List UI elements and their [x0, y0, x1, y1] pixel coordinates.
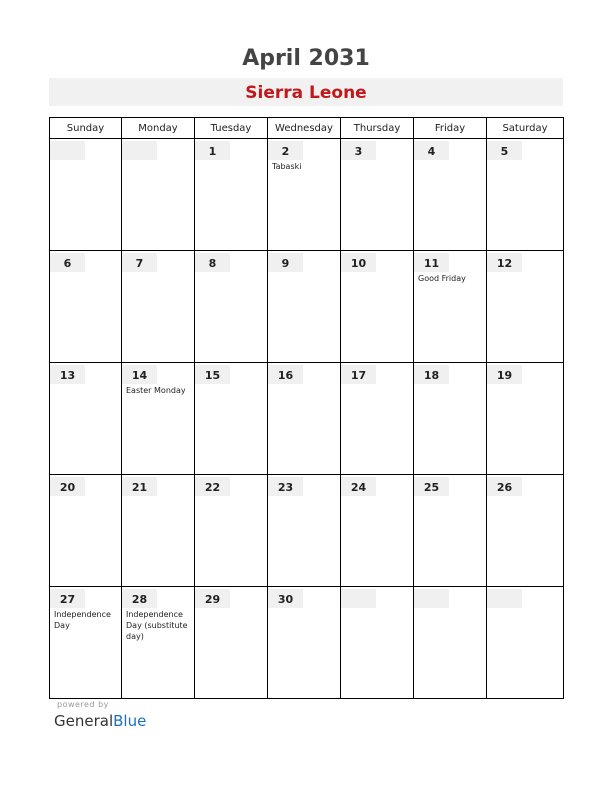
calendar-title: April 2031	[242, 46, 370, 71]
country-name: Sierra Leone	[245, 83, 367, 103]
day-number	[414, 589, 449, 608]
brand-name-general: General	[54, 712, 114, 730]
day-cell	[50, 587, 122, 699]
empty-day-cell	[50, 139, 122, 251]
weekday-header-row	[50, 118, 564, 139]
empty-day-cell	[414, 587, 487, 699]
day-number: 11	[414, 253, 449, 272]
day-number	[50, 141, 85, 160]
brand-logo[interactable]	[54, 712, 146, 730]
day-cell	[195, 139, 268, 251]
day-cell	[50, 251, 122, 363]
day-cell	[50, 475, 122, 587]
calendar-grid	[49, 117, 564, 699]
empty-day-cell	[341, 587, 414, 699]
weekday-thursday: Thursday	[341, 118, 414, 139]
day-number: 18	[414, 365, 449, 384]
day-cell	[122, 587, 195, 699]
day-number: 2	[268, 141, 303, 160]
day-number: 12	[487, 253, 522, 272]
weekday-saturday: Saturday	[487, 118, 564, 139]
day-cell	[122, 475, 195, 587]
day-number: 15	[195, 365, 230, 384]
holiday-label: Tabaski	[272, 162, 302, 171]
week-row	[50, 139, 564, 251]
day-number: 25	[414, 477, 449, 496]
day-cell	[414, 475, 487, 587]
day-number: 9	[268, 253, 303, 272]
day-cell	[268, 251, 341, 363]
day-number: 30	[268, 589, 303, 608]
day-cell	[268, 139, 341, 251]
day-cell	[195, 251, 268, 363]
day-number	[487, 589, 522, 608]
day-number: 8	[195, 253, 230, 272]
day-cell	[487, 363, 564, 475]
holiday-label: Good Friday	[418, 274, 466, 283]
weekday-tuesday: Tuesday	[195, 118, 268, 139]
day-cell	[414, 363, 487, 475]
day-cell	[268, 475, 341, 587]
day-cell	[50, 363, 122, 475]
weekday-sunday: Sunday	[50, 118, 122, 139]
day-cell	[487, 251, 564, 363]
day-number: 19	[487, 365, 522, 384]
week-row	[50, 587, 564, 699]
day-number: 29	[195, 589, 230, 608]
day-number: 17	[341, 365, 376, 384]
powered-by-text: powered by	[57, 700, 109, 709]
day-cell	[414, 139, 487, 251]
day-number: 28	[122, 589, 157, 608]
day-cell	[414, 251, 487, 363]
day-number: 10	[341, 253, 376, 272]
day-number: 23	[268, 477, 303, 496]
day-number: 16	[268, 365, 303, 384]
week-row	[50, 251, 564, 363]
empty-day-cell	[487, 587, 564, 699]
weekday-friday: Friday	[414, 118, 487, 139]
day-number: 5	[487, 141, 522, 160]
day-cell	[195, 587, 268, 699]
day-number	[122, 141, 157, 160]
day-number: 27	[50, 589, 85, 608]
day-cell	[341, 475, 414, 587]
day-number: 13	[50, 365, 85, 384]
day-number: 1	[195, 141, 230, 160]
day-cell	[268, 587, 341, 699]
day-cell	[122, 251, 195, 363]
brand-name-blue: Blue	[113, 712, 147, 730]
holiday-label: Easter Monday	[126, 386, 186, 395]
day-cell	[122, 363, 195, 475]
day-cell	[195, 475, 268, 587]
week-row	[50, 363, 564, 475]
week-row	[50, 475, 564, 587]
day-cell	[341, 139, 414, 251]
day-number	[341, 589, 376, 608]
day-cell	[268, 363, 341, 475]
day-number: 26	[487, 477, 522, 496]
day-cell	[341, 251, 414, 363]
calendar-body	[50, 139, 564, 699]
day-number: 24	[341, 477, 376, 496]
weekday-wednesday: Wednesday	[268, 118, 341, 139]
day-cell	[195, 363, 268, 475]
day-number: 4	[414, 141, 449, 160]
day-cell	[487, 475, 564, 587]
empty-day-cell	[122, 139, 195, 251]
day-cell	[487, 139, 564, 251]
day-number: 14	[122, 365, 157, 384]
day-number: 22	[195, 477, 230, 496]
holiday-label: Independence Day	[54, 610, 111, 630]
day-number: 21	[122, 477, 157, 496]
day-cell	[341, 363, 414, 475]
holiday-label: Independence Day (substitute day)	[126, 610, 188, 641]
day-number: 6	[50, 253, 85, 272]
day-number: 20	[50, 477, 85, 496]
weekday-monday: Monday	[122, 118, 195, 139]
country-banner	[49, 78, 563, 106]
day-number: 3	[341, 141, 376, 160]
day-number: 7	[122, 253, 157, 272]
